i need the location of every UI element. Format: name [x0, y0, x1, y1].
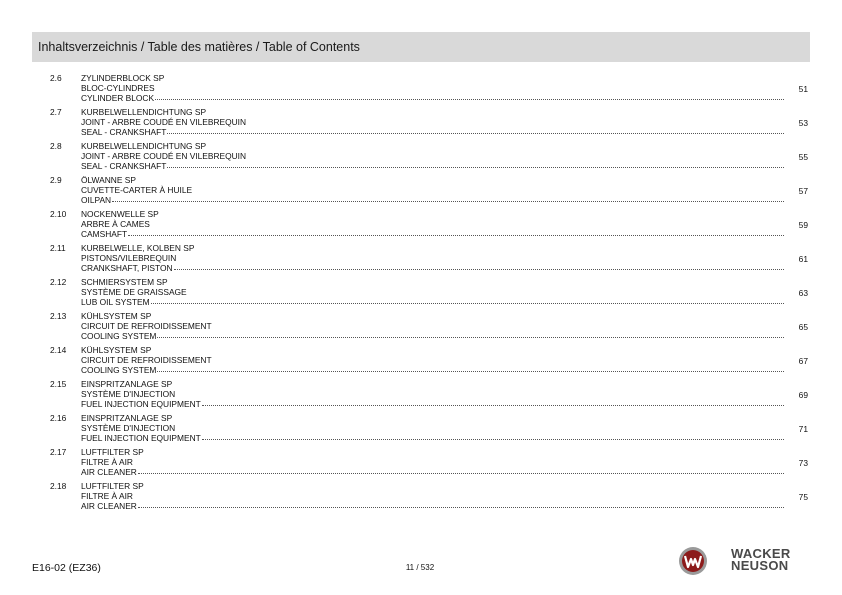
- toc-entry-title-line: FILTRE À AIR: [81, 491, 133, 501]
- toc-entry-title-line: JOINT - ARBRE COUDÉ EN VILEBREQUIN: [81, 151, 247, 161]
- toc-entry-title-line: ZYLINDERBLOCK SP: [81, 73, 165, 83]
- toc-entry-titles: [81, 141, 786, 171]
- toc-entry-title-line: [81, 161, 784, 171]
- toc-entry[interactable]: [0, 480, 842, 514]
- toc-entry-page[interactable]: 57: [798, 186, 808, 196]
- toc-entry-title-line: [81, 501, 784, 511]
- toc-entry-titles: [81, 379, 786, 409]
- toc-entry-number: 2.6: [50, 73, 62, 83]
- toc-entry-number: 2.10: [50, 209, 67, 219]
- toc-entry[interactable]: [0, 344, 842, 378]
- toc-entry-number: 2.11: [50, 243, 66, 253]
- toc-entry-titles: [81, 243, 786, 273]
- toc-entry-title-line: [81, 399, 784, 409]
- toc-entry-titles: [81, 209, 786, 239]
- dot-leader: [167, 166, 784, 168]
- toc-entry-page[interactable]: 69: [798, 390, 808, 400]
- dot-leader: [138, 506, 784, 508]
- toc-entry-title-line: CIRCUIT DE REFROIDISSEMENT: [81, 355, 212, 365]
- toc-entry-title-text: OILPAN: [81, 195, 112, 205]
- toc-entry-title-line: [81, 467, 784, 477]
- toc-entry-page[interactable]: 51: [798, 84, 808, 94]
- toc-list: [0, 72, 842, 514]
- toc-entry-title-line: SCHMIERSYSTEM SP: [81, 277, 168, 287]
- toc-entry[interactable]: [0, 446, 842, 480]
- dot-leader: [138, 472, 784, 474]
- toc-entry-title-line: KURBELWELLENDICHTUNG SP: [81, 141, 207, 151]
- toc-entry[interactable]: [0, 174, 842, 208]
- wacker-neuson-logo-icon: [678, 546, 708, 576]
- toc-entry-number: 2.7: [50, 107, 62, 117]
- toc-entry-title-line: [81, 365, 784, 375]
- brand-wordmark-line2: NEUSON: [731, 558, 789, 573]
- toc-entry-title-line: [81, 229, 784, 239]
- toc-entry-number: 2.12: [50, 277, 67, 287]
- toc-entry-title-text: CYLINDER BLOCK: [81, 93, 155, 103]
- toc-entry-title-line: NOCKENWELLE SP: [81, 209, 159, 219]
- toc-entry-title-line: CIRCUIT DE REFROIDISSEMENT: [81, 321, 212, 331]
- toc-entry-titles: [81, 481, 786, 511]
- toc-entry-page[interactable]: 59: [798, 220, 808, 230]
- toc-entry-page[interactable]: 73: [798, 458, 808, 468]
- toc-entry-title-line: BLOC-CYLINDRES: [81, 83, 155, 93]
- toc-entry-title-line: KÜHLSYSTEM SP: [81, 345, 152, 355]
- toc-entry[interactable]: [0, 208, 842, 242]
- toc-entry-number: 2.15: [50, 379, 67, 389]
- toc-entry-title-line: CUVETTE-CARTER À HUILE: [81, 185, 193, 195]
- toc-entry-page[interactable]: 53: [798, 118, 808, 128]
- toc-entry-title-line: [81, 195, 784, 205]
- toc-entry-title-line: ÖLWANNE SP: [81, 175, 136, 185]
- toc-entry[interactable]: [0, 106, 842, 140]
- toc-entry-title-line: [81, 263, 784, 273]
- toc-entry-number: 2.9: [50, 175, 62, 185]
- toc-entry-title-line: FILTRE À AIR: [81, 457, 133, 467]
- toc-entry-title-line: [81, 433, 784, 443]
- toc-entry-titles: [81, 73, 786, 103]
- toc-entry-title-line: KURBELWELLENDICHTUNG SP: [81, 107, 207, 117]
- dot-leader: [157, 336, 784, 338]
- page-indicator: 11 / 532: [405, 563, 435, 572]
- toc-entry[interactable]: [0, 310, 842, 344]
- toc-entry-titles: [81, 413, 786, 443]
- toc-entry-page[interactable]: 55: [798, 152, 808, 162]
- toc-entry[interactable]: [0, 378, 842, 412]
- toc-entry-title-text: LUB OIL SYSTEM: [81, 297, 150, 307]
- brand-wordmark-line1: WACKER: [731, 546, 791, 561]
- toc-entry-number: 2.14: [50, 345, 67, 355]
- toc-entry-page[interactable]: 71: [798, 424, 808, 434]
- dot-leader: [157, 370, 784, 372]
- toc-entry-title-line: KURBELWELLE, KOLBEN SP: [81, 243, 195, 253]
- document-code: E16-02 (EZ36): [32, 562, 101, 574]
- toc-entry-number: 2.17: [50, 447, 67, 457]
- dot-leader: [167, 132, 784, 134]
- dot-leader: [128, 234, 784, 236]
- toc-entry-title-line: SYSTÈME D'INJECTION: [81, 423, 176, 433]
- toc-entry-title-text: SEAL - CRANKSHAFT: [81, 161, 167, 171]
- toc-entry[interactable]: [0, 276, 842, 310]
- toc-entry-title-line: LUFTFILTER SP: [81, 447, 144, 457]
- toc-entry-title-text: COOLING SYSTEM: [81, 365, 157, 375]
- toc-entry-titles: [81, 175, 786, 205]
- toc-entry-title-line: ARBRE À CAMES: [81, 219, 150, 229]
- toc-entry-number: 2.18: [50, 481, 67, 491]
- toc-entry-title-text: SEAL - CRANKSHAFT: [81, 127, 167, 137]
- toc-entry-title-text: CRANKSHAFT, PISTON: [81, 263, 173, 273]
- toc-entry-titles: [81, 277, 786, 307]
- toc-entry-title-line: SYSTÈME D'INJECTION: [81, 389, 176, 399]
- toc-entry-title-line: EINSPRITZANLAGE SP: [81, 413, 173, 423]
- toc-entry-page[interactable]: 61: [798, 254, 808, 264]
- toc-entry-number: 2.16: [50, 413, 67, 423]
- toc-entry-title-line: PISTONS/VILEBREQUIN: [81, 253, 177, 263]
- dot-leader: [155, 98, 784, 100]
- dot-leader: [112, 200, 784, 202]
- toc-entry-title-line: LUFTFILTER SP: [81, 481, 144, 491]
- toc-entry[interactable]: [0, 242, 842, 276]
- toc-entry-page[interactable]: 65: [798, 322, 808, 332]
- toc-entry-title-line: [81, 297, 784, 307]
- toc-entry-title-line: KÜHLSYSTEM SP: [81, 311, 152, 321]
- toc-entry-title-line: [81, 93, 784, 103]
- toc-entry-titles: [81, 311, 786, 341]
- toc-entry-number: 2.13: [50, 311, 67, 321]
- toc-entry-title-text: COOLING SYSTEM: [81, 331, 157, 341]
- dot-leader: [151, 302, 784, 304]
- toc-entry-title-line: JOINT - ARBRE COUDÉ EN VILEBREQUIN: [81, 117, 247, 127]
- toc-entry[interactable]: [0, 72, 842, 106]
- toc-entry-title-line: EINSPRITZANLAGE SP: [81, 379, 173, 389]
- brand-wordmark: [731, 548, 791, 572]
- toc-entry-title-text: CAMSHAFT: [81, 229, 128, 239]
- dot-leader: [174, 268, 784, 270]
- toc-entry-title-text: FUEL INJECTION EQUIPMENT: [81, 433, 201, 443]
- page-title: Inhaltsverzeichnis / Table des matières / Table of Contents: [38, 40, 360, 54]
- toc-entry-page[interactable]: 63: [798, 288, 808, 298]
- toc-entry-title-text: AIR CLEANER: [81, 467, 137, 477]
- toc-entry-titles: [81, 447, 786, 477]
- dot-leader: [202, 404, 784, 406]
- toc-entry-title-text: AIR CLEANER: [81, 501, 137, 511]
- toc-entry-page[interactable]: 67: [798, 356, 808, 366]
- toc-entry-number: 2.8: [50, 141, 62, 151]
- toc-entry[interactable]: [0, 140, 842, 174]
- toc-entry-page[interactable]: 75: [798, 492, 808, 502]
- toc-entry-titles: [81, 345, 786, 375]
- toc-entry-title-text: FUEL INJECTION EQUIPMENT: [81, 399, 201, 409]
- toc-entry-title-line: [81, 331, 784, 341]
- toc-header: [32, 32, 810, 62]
- toc-entry-title-line: [81, 127, 784, 137]
- toc-entry[interactable]: [0, 412, 842, 446]
- toc-entry-title-line: SYSTÈME DE GRAISSAGE: [81, 287, 187, 297]
- dot-leader: [202, 438, 784, 440]
- toc-entry-titles: [81, 107, 786, 137]
